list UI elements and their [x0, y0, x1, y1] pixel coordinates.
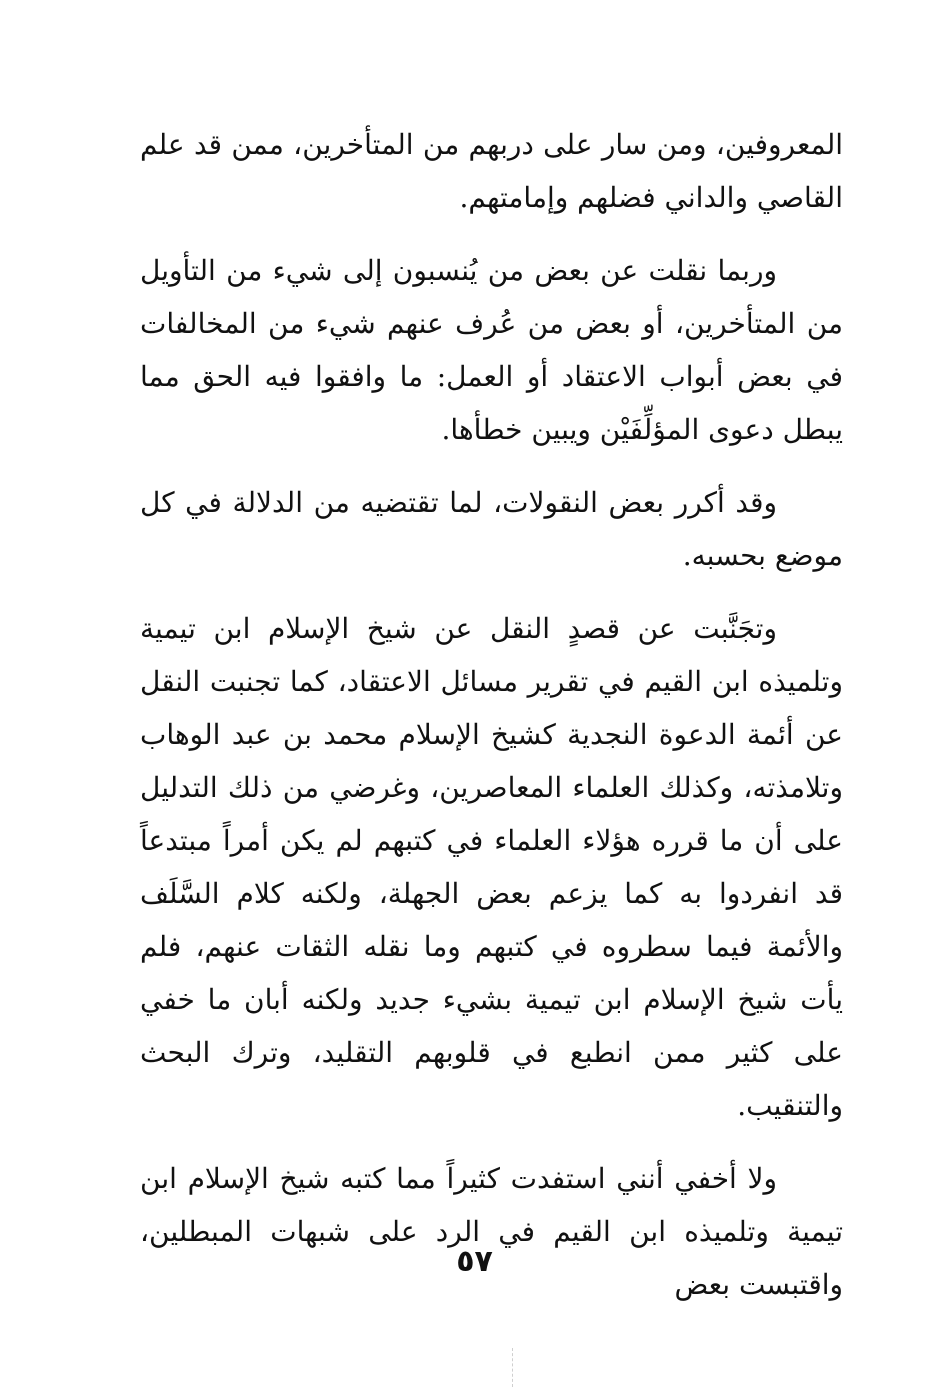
- paragraph-4: وتجَنَّبت عن قصدٍ النقل عن شيخ الإسلام ابن تيمية وتلميذه ابن القيم في تقرير مسائل الاعتقاد، كما تجنبت النقل عن أئمة الدعوة النجدية كشيخ الإسلام محمد بن عبد الوهاب وتلامذته، وكذلك العلماء المعاصرين، وغرضي من ذلك التدليل على أن ما قرره هؤلاء العلماء في كتبهم لم يكن أمراً مبتدعاً قد انفردوا به كما يزعم بعض الجهلة، ولكنه كلام السَّلَف والأئمة فيما سطروه في كتبهم وما نقله الثقات عنهم، فلم يأت شيخ الإسلام ابن تيمية بشيء جديد ولكنه أبان ما خفي على كثير ممن انطبع في قلوبهم التقليد، وترك البحث والتنقيب.: [140, 612, 843, 1122]
- page-fold-mark: [512, 1348, 514, 1387]
- paragraph-5: ولا أخفي أنني استفدت كثيراً مما كتبه شيخ الإسلام ابن تيمية وتلميذه ابن القيم في الرد على شبهات المبطلين، واقتبست بعض: [140, 1162, 843, 1301]
- paragraph-1: المعروفين، ومن سار على دربهم من المتأخرين، ممن قد علم القاصي والداني فضلهم وإمامتهم.: [140, 128, 843, 214]
- page-number: ٥٧: [456, 1244, 493, 1279]
- paragraph-3: وقد أكرر بعض النقولات، لما تقتضيه من الدلالة في كل موضع بحسبه.: [140, 486, 843, 572]
- body-text: [140, 118, 843, 1331]
- paragraph-2: وربما نقلت عن بعض من يُنسبون إلى شيء من التأويل من المتأخرين، أو بعض من عُرف عنهم شيء من المخالفات في بعض أبواب الاعتقاد أو العمل: ما وافقوا فيه الحق مما يبطل دعوى المؤلِّفَيْن ويبين خطأها.: [140, 254, 844, 446]
